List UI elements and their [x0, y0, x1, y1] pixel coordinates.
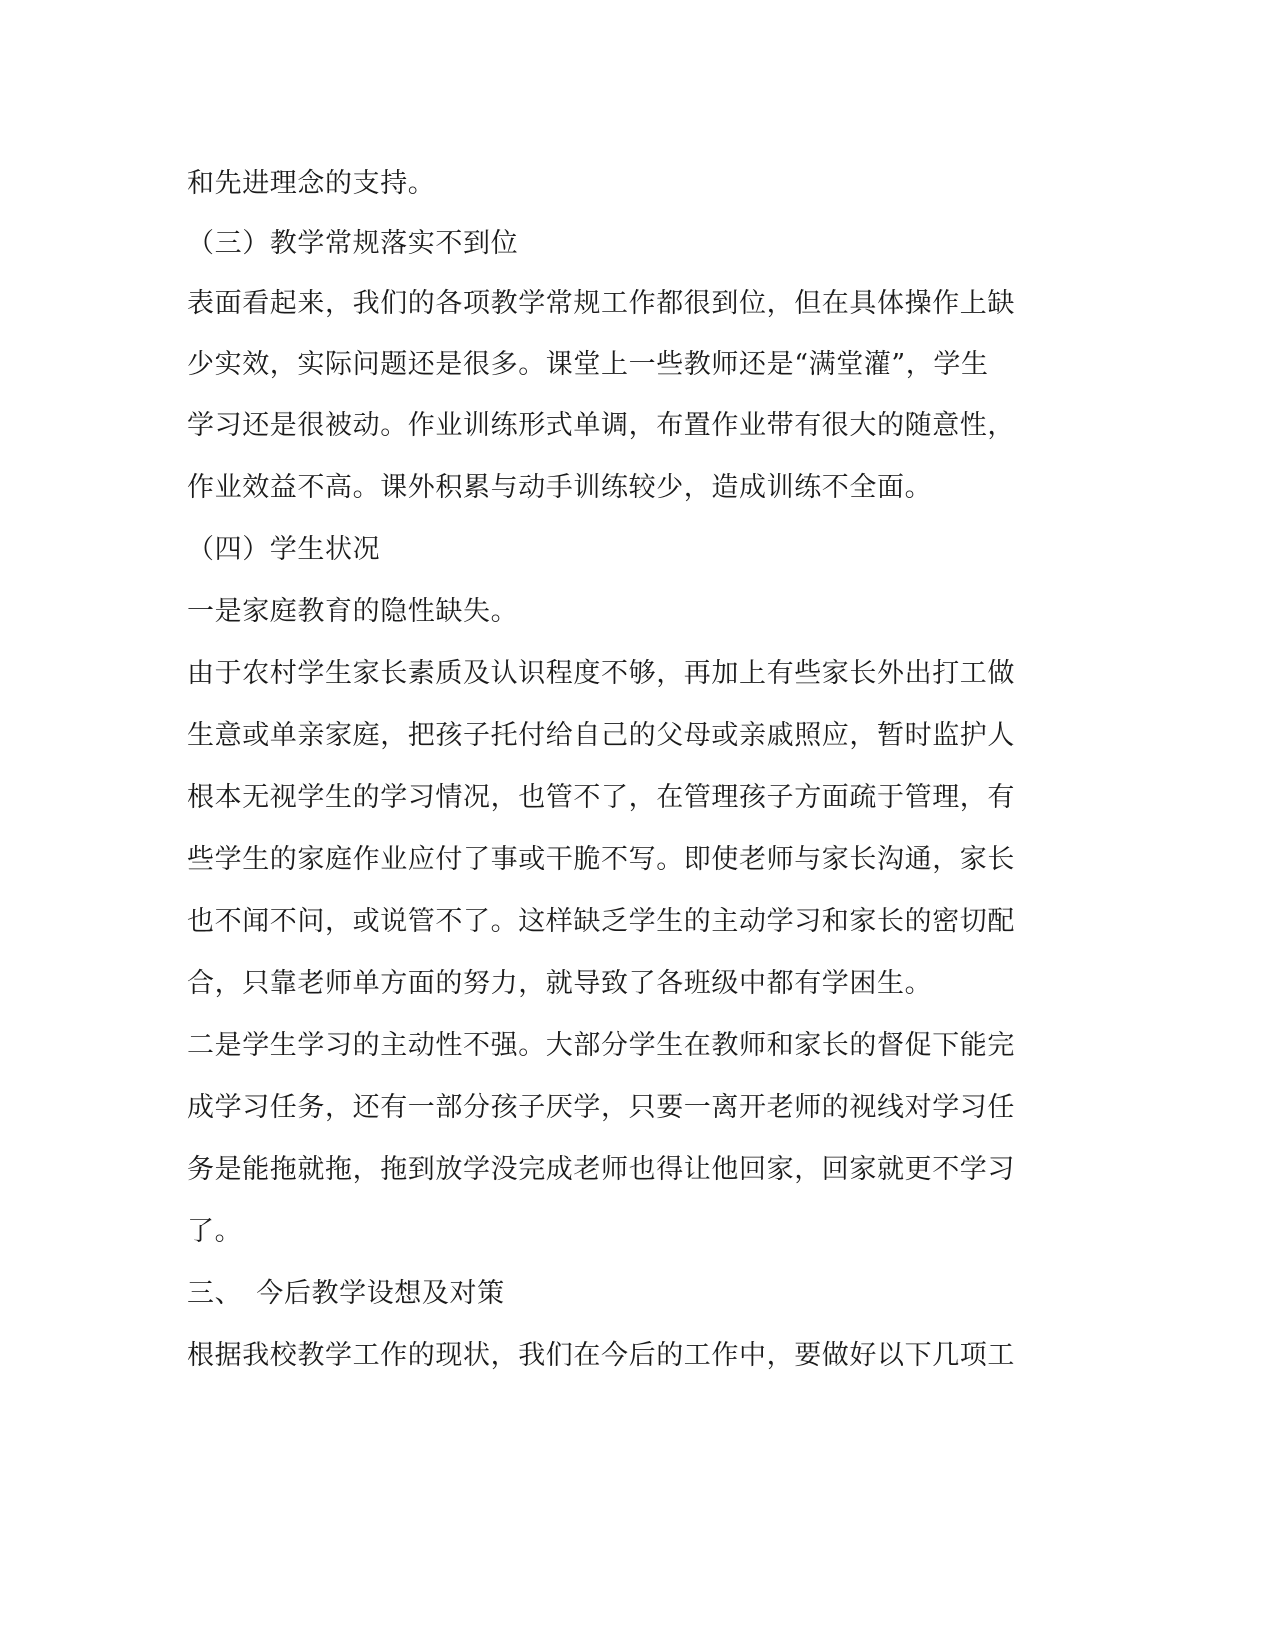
text-line: 务是能拖就拖，拖到放学没完成老师也得让他回家，回家就更不学习 [187, 1154, 1015, 1185]
text-line: 学习还是很被动。作业训练形式单调，布置作业带有很大的随意性， [187, 410, 1015, 441]
text-line: 少实效，实际问题还是很多。课堂上一些教师还是“满堂灌”，学生 [187, 349, 989, 380]
text-line: 了。 [187, 1216, 243, 1247]
section-heading: 三、 今后教学设想及对策 [187, 1278, 505, 1309]
text-line: 也不闻不问，或说管不了。这样缺乏学生的主动学习和家长的密切配 [187, 906, 1015, 937]
text-line: 和先进理念的支持。 [187, 168, 436, 199]
text-line: 一是家庭教育的隐性缺失。 [187, 596, 519, 627]
section-heading: （四）学生状况 [187, 534, 381, 565]
text-line: 根本无视学生的学习情况，也管不了，在管理孩子方面疏于管理，有 [187, 782, 1015, 813]
text-line: 合，只靠老师单方面的努力，就导致了各班级中都有学困生。 [187, 968, 933, 999]
text-line: 二是学生学习的主动性不强。大部分学生在教师和家长的督促下能完 [187, 1030, 1015, 1061]
text-line: 成学习任务，还有一部分孩子厌学，只要一离开老师的视线对学习任 [187, 1092, 1015, 1123]
section-heading: （三）教学常规落实不到位 [187, 228, 519, 259]
text-line: 生意或单亲家庭，把孩子托付给自己的父母或亲戚照应，暂时监护人 [187, 720, 1015, 751]
text-line: 根据我校教学工作的现状，我们在今后的工作中，要做好以下几项工 [187, 1340, 1015, 1371]
text-line: 些学生的家庭作业应付了事或干脆不写。即使老师与家长沟通，家长 [187, 844, 1015, 875]
text-line: 由于农村学生家长素质及认识程度不够，再加上有些家长外出打工做 [187, 658, 1015, 689]
text-line: 作业效益不高。课外积累与动手训练较少，造成训练不全面。 [187, 472, 933, 503]
text-line: 表面看起来，我们的各项教学常规工作都很到位，但在具体操作上缺 [187, 288, 1015, 319]
